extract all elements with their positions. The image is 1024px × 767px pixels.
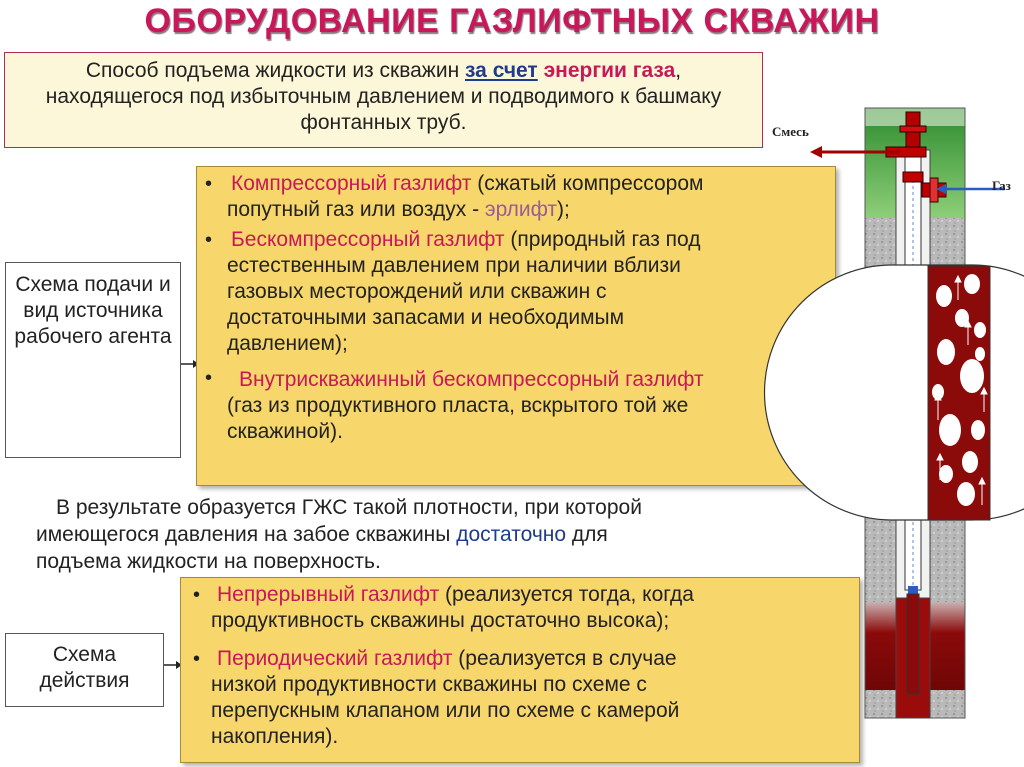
definition-box <box>4 52 763 148</box>
compressorless-gaslift-term: Бескомпрессорный газлифт <box>231 228 505 251</box>
item-desc: низкой продуктивности скважины по схеме с <box>211 673 647 696</box>
supply-types-box <box>196 166 836 486</box>
periodic-gaslift-term: Периодический газлифт <box>217 647 453 670</box>
definition-text-part1: Способ подъема жидкости из скважин <box>85 59 466 82</box>
gaslift-well-diagram <box>760 100 1024 720</box>
gas-label: Газ <box>992 178 1011 193</box>
bullet: • <box>205 367 213 389</box>
compressor-gaslift-term: Компрессорный газлифт <box>231 172 472 195</box>
bullet: • <box>205 229 213 251</box>
airlift-term: эрлифт <box>484 198 558 221</box>
result-line-2a: имеющегося давления на забое скважины <box>36 523 457 546</box>
list-item <box>231 227 701 253</box>
schema-supply-box <box>5 262 181 458</box>
schema-supply-label: Схема подачи и вид источника рабочего агента <box>14 273 172 348</box>
item-desc: попутный газ или воздух - <box>227 198 485 221</box>
result-line-3: подъема жидкости на поверхность. <box>36 550 381 573</box>
item-desc: ); <box>557 198 570 221</box>
item-desc: скважиной). <box>227 420 343 443</box>
mix-arrow-icon <box>810 146 822 158</box>
list-item <box>217 646 677 672</box>
action-types-box <box>180 577 860 763</box>
item-desc: продуктивность скважины достаточно высока); <box>211 609 670 632</box>
page-title: ОБОРУДОВАНИЕ ГАЗЛИФТНЫХ СКВАЖИН <box>144 2 880 40</box>
item-desc: (реализуется в случае <box>452 647 677 670</box>
item-desc: давлением); <box>227 332 348 355</box>
bullet: • <box>205 173 213 195</box>
definition-due-to: за счет <box>465 59 538 82</box>
enough-term: достаточно <box>456 523 567 546</box>
list-item <box>231 171 703 197</box>
item-desc: газовых месторождений или скважин с <box>227 280 607 303</box>
schema-action-label: Схема действия <box>39 643 130 692</box>
item-desc: достаточными запасами и необходимым <box>227 306 625 329</box>
item-desc: (природный газ под <box>504 228 701 251</box>
item-desc: накопления). <box>211 725 339 748</box>
definition-energy: энергии газа <box>543 59 676 82</box>
bullet: • <box>193 648 201 670</box>
mix-label: Смесь <box>772 124 809 139</box>
result-line-2 <box>36 521 796 548</box>
continuous-gaslift-term: Непрерывный газлифт <box>217 583 440 606</box>
definition-text-part2: , находящегося под избыточным давлением и подводимого к башмаку фонтанных труб. <box>45 59 722 134</box>
item-desc: перепускным клапаном или по схеме с камерой <box>211 699 680 722</box>
item-desc: (газ из продуктивного пласта, вскрытого той же <box>227 394 689 417</box>
result-line-1: В результате образуется ГЖС такой плотности, при которой <box>56 496 642 519</box>
result-text <box>36 494 796 575</box>
downhole-gaslift-term: Внутрискважинный бескомпрессорный газлифт <box>239 368 704 391</box>
item-desc: (сжатый компрессором <box>471 172 704 195</box>
item-desc: (реализуется тогда, когда <box>439 583 694 606</box>
list-item <box>239 367 704 393</box>
schema-action-box <box>5 633 164 707</box>
item-desc: естественным давлением при наличии вблизи <box>227 254 681 277</box>
list-item <box>227 197 570 223</box>
list-item <box>217 582 694 608</box>
result-line-2b: для <box>566 523 608 546</box>
bullet: • <box>193 584 201 606</box>
